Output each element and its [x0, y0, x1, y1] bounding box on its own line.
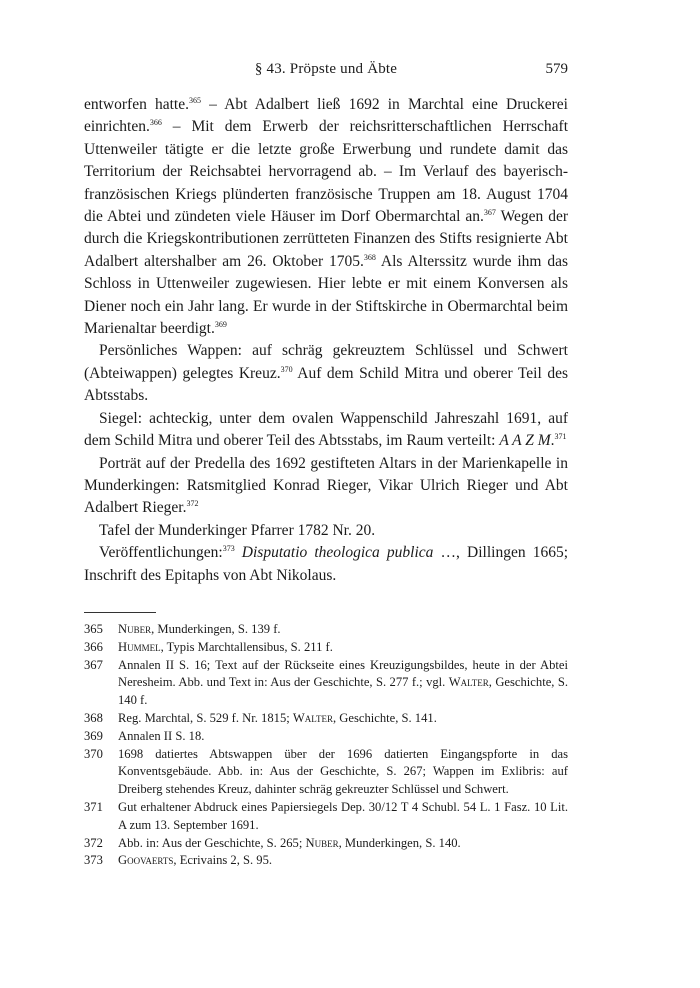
footnote-ref-372[interactable]: 372	[186, 499, 199, 509]
footnote-368	[84, 710, 568, 728]
footnote-ref-373[interactable]: 373	[222, 544, 235, 554]
text-run: Veröffentlichungen:	[99, 544, 223, 562]
footnote-number: 368	[84, 710, 103, 725]
text-run: 1698 datiertes Abtswappen über der 1696 datierten Eingangspforte in das Konventsgebäude. Abb. in: Aus der Geschichte, S. 267; Wappen im Exlibris: auf Dreiberg stehendes Kreuz, dahinter schräg gekreuzter Schlüssel und Schwert.	[118, 746, 568, 797]
text-run: Tafel der Munderkinger Pfarrer 1782 Nr. 20.	[99, 521, 376, 539]
footnotes	[84, 621, 568, 870]
text-run: …, Dillingen 1665; Inschrift des Epitaphs von Abt Nikolaus.	[84, 544, 569, 584]
text-run: Annalen II S. 18.	[118, 728, 205, 743]
author-name: Goovaerts	[118, 853, 174, 868]
text-run: , Geschichte, S. 140 f.	[118, 675, 568, 708]
text-run: entworfen hatte.	[84, 96, 189, 113]
footnote-number: 367	[84, 657, 103, 672]
text-run: – Abt Adalbert ließ 1692 in Marchtal eine Druckerei einrichten.	[84, 96, 568, 136]
text-run: – Mit dem Erwerb der reichsritterschaftlichen Herrschaft Uttenweiler tätigte er die letzte große Erwerbung und rundete damit das Territorium der Reichsabtei hervorragend ab. – Im Verlauf des bayerisch-französischen Kriegs plünderten französische Truppen am 18. August 1704 die Abtei und zündeten viele Häuser im Dorf Obermarchtal an.	[84, 118, 568, 226]
text-run: , Geschichte, S. 141.	[332, 710, 437, 725]
paragraph-coat-of-arms	[84, 340, 568, 407]
footnote-ref-365[interactable]: 365	[189, 96, 201, 105]
running-head	[84, 61, 568, 83]
text-run: Gut erhaltener Abdruck eines Papiersiegels Dep. 30/12 T 4 Schubl. 54 L. 1 Fasz. 10 Lit. A zum 13. September 1691.	[118, 799, 568, 832]
footnote-371	[84, 799, 568, 835]
footnote-366	[84, 639, 568, 657]
footnote-ref-368[interactable]: 368	[363, 252, 376, 262]
footnote-367	[84, 657, 568, 710]
text-run: Annalen II S. 16; Text auf der Rückseite eines Kreuzigungsbildes, heute in der Abtei Neresheim. Abb. und Text in: Aus der Geschichte, S. 277 f.; vgl.	[118, 657, 568, 690]
section-title: § 43. Pröpste und Äbte	[254, 61, 398, 77]
footnote-ref-369[interactable]: 369	[214, 320, 227, 330]
seal-inscription: A A Z M	[499, 432, 551, 450]
footnote-369	[84, 728, 568, 746]
text-run: Persönliches Wappen: auf schräg gekreuztem Schlüssel und Schwert (Abteiwappen) gelegtes Kreuz.	[84, 342, 568, 382]
author-name: Walter	[448, 675, 489, 690]
main-text	[84, 94, 568, 587]
footnote-372	[84, 835, 568, 853]
footnote-ref-366[interactable]: 366	[149, 118, 162, 128]
text-run: .	[550, 432, 555, 450]
footnote-ref-370[interactable]: 370	[280, 364, 293, 374]
text-run: Siegel: achteckig, unter dem ovalen Wappenschild Jahreszahl 1691, auf dem Schild Mitra und oberer Teil des Abtsstabs, im Raum verteilt:	[84, 409, 568, 450]
text-run: Wegen der durch die Kriegskontributionen zerrütteten Finanzen des Stifts resignierte Abt Adalbert altershalber am 26. Oktober 1705.	[84, 208, 568, 270]
text-run: , Ecrivains 2, S. 95.	[173, 853, 273, 868]
page-number: 579	[545, 61, 568, 77]
paragraph-publications	[84, 542, 568, 587]
footnote-373	[84, 852, 568, 870]
publication-title: Disputatio theologica publica	[234, 544, 434, 562]
footnote-number: 371	[84, 799, 103, 814]
text-run: Abb. in: Aus der Geschichte, S. 265;	[118, 835, 306, 850]
footnote-370	[84, 746, 568, 799]
footnote-number: 372	[84, 835, 103, 850]
footnote-number: 369	[84, 728, 103, 743]
footnote-number: 370	[84, 746, 103, 761]
text-run: Auf dem Schild Mitra und oberer Teil des Abtsstabs.	[84, 364, 568, 405]
paragraph-plaque	[84, 520, 568, 542]
text-run: , Typis Marchtallensibus, S. 211 f.	[160, 639, 333, 654]
footnote-ref-371[interactable]: 371	[554, 432, 567, 442]
footnote-number: 365	[84, 622, 103, 636]
footnote-365	[84, 621, 568, 639]
author-name: Nuber	[118, 622, 152, 636]
text-run: , Munderkingen, S. 140.	[338, 835, 461, 850]
footnote-separator	[84, 612, 156, 613]
paragraph-seal	[84, 408, 568, 453]
text-run: Porträt auf der Predella des 1692 gestifteten Altars in der Marienkapelle in Munderkingen: Ratsmitglied Konrad Rieger, Vikar Ulrich Rieger und Abt Adalbert Rieger.	[84, 454, 568, 517]
text-run: Als Alterssitz wurde ihm das Schloss in Uttenweiler zugewiesen. Hier lebte er mit einem Konversen als Diener noch ein Jahr lang. Er wurde in der Stiftskirche in Obermarchtal beim Marienaltar beerdigt.	[84, 252, 568, 338]
footnote-number: 366	[84, 639, 103, 654]
footnote-ref-367[interactable]: 367	[483, 208, 496, 218]
author-name: Walter	[292, 710, 333, 725]
text-run: Reg. Marchtal, S. 529 f. Nr. 1815;	[118, 710, 293, 725]
paragraph-portrait	[84, 453, 568, 520]
author-name: Nuber	[305, 835, 339, 850]
paragraph-abbot-adalbert	[84, 94, 568, 340]
text-run: , Munderkingen, S. 139 f.	[151, 622, 281, 636]
author-name: Hummel	[118, 639, 161, 654]
footnote-number: 373	[84, 853, 103, 868]
